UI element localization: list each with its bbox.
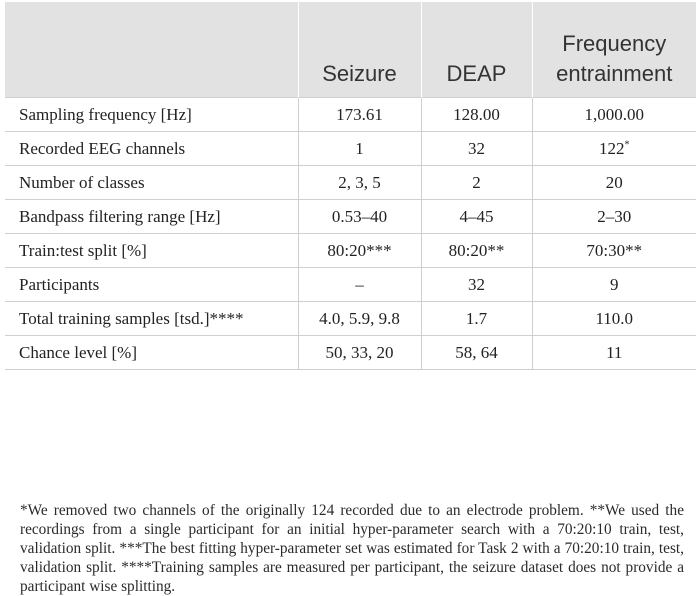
cell-seizure: 50, 33, 20 <box>298 336 421 370</box>
row-label: Bandpass filtering range [Hz] <box>5 200 298 234</box>
cell-seizure: 4.0, 5.9, 9.8 <box>298 302 421 336</box>
table-row <box>5 166 696 200</box>
cell-seizure: 80:20*** <box>298 234 421 268</box>
cell-seizure: 1 <box>298 132 421 166</box>
row-label: Recorded EEG channels <box>5 132 298 166</box>
table-row <box>5 268 696 302</box>
cell-frequency: 1,000.00 <box>532 98 696 132</box>
table-row <box>5 98 696 132</box>
cell-seizure: 2, 3, 5 <box>298 166 421 200</box>
table-footnote: *We removed two channels of the originally 124 recorded due to an electrode problem. **We used the recordings from a single participant for an initial hyper-parameter search with a 70:20:10 train, test, validation split. ***The best fitting hyper-parameter set was estimated for Task 2 with a 70:20:10 train, test, validation split. ****Training samples are measured per participant, the seizure dataset does not provide a participant wise splitting. <box>20 502 684 596</box>
header-seizure: Seizure <box>298 2 421 98</box>
cell-seizure: – <box>298 268 421 302</box>
row-label: Total training samples [tsd.]**** <box>5 302 298 336</box>
cell-frequency: 11 <box>532 336 696 370</box>
cell-deap: 32 <box>421 132 532 166</box>
cell-seizure: 173.61 <box>298 98 421 132</box>
row-label: Chance level [%] <box>5 336 298 370</box>
row-label: Number of classes <box>5 166 298 200</box>
cell-deap: 80:20** <box>421 234 532 268</box>
table-row <box>5 234 696 268</box>
dataset-table <box>5 2 696 370</box>
row-label: Sampling frequency [Hz] <box>5 98 298 132</box>
cell-seizure: 0.53–40 <box>298 200 421 234</box>
table-row <box>5 302 696 336</box>
cell-deap: 58, 64 <box>421 336 532 370</box>
header-empty <box>5 2 298 98</box>
footnote-marker: * <box>624 138 630 150</box>
row-label: Train:test split [%] <box>5 234 298 268</box>
cell-deap: 128.00 <box>421 98 532 132</box>
table-row <box>5 336 696 370</box>
header-frequency-entrainment: Frequency entrainment <box>532 2 696 98</box>
cell-frequency: 20 <box>532 166 696 200</box>
cell-frequency: 70:30** <box>532 234 696 268</box>
cell-frequency: 110.0 <box>532 302 696 336</box>
cell-deap: 1.7 <box>421 302 532 336</box>
cell-deap: 2 <box>421 166 532 200</box>
cell-deap: 32 <box>421 268 532 302</box>
row-label: Participants <box>5 268 298 302</box>
cell-deap: 4–45 <box>421 200 532 234</box>
cell-frequency: 2–30 <box>532 200 696 234</box>
table-row <box>5 200 696 234</box>
cell-frequency-value: 122 <box>599 138 625 158</box>
table-header-row <box>5 2 696 98</box>
cell-frequency: 9 <box>532 268 696 302</box>
table-row <box>5 132 696 166</box>
header-deap: DEAP <box>421 2 532 98</box>
cell-frequency <box>532 132 696 166</box>
